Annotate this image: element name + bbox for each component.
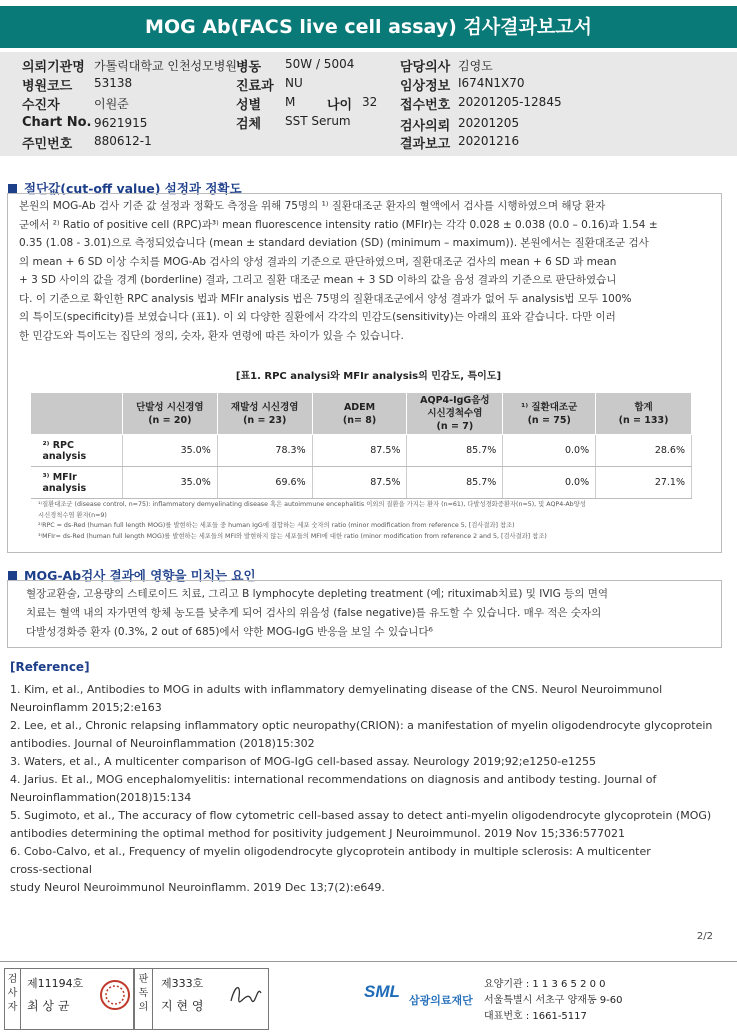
footnote: ¹⁾질환대조군 (disease control, n=75): inflammatory demyelinating disease 혹은 autoimmune encephalitis 이외의 질환을 가지는 환자 (n=61), 다발성경화증환자(n=5), 및 AQP4-Ab양성 xyxy=(38,501,586,508)
table-header: AQP4-IgG음성 시신경척수염 (n = 7) xyxy=(407,393,503,435)
doctor-value: 김영도 xyxy=(458,59,493,73)
hospital-code-value: 53138 xyxy=(94,76,133,90)
text-line: 의 특이도(specificity)를 보였습니다 (표1). 이 외 다양한 질환에서 각각의 민감도(sensitivity)는 아래의 표와 같습니다. 다만 이러 xyxy=(19,311,616,323)
table-cell: 0.0% xyxy=(503,467,596,499)
reference-line: 6. Cobo-Calvo, et al., Frequency of myelin oligodendrocyte glycoprotein antibody in multiple sclerosis: A multicenter xyxy=(10,845,651,858)
text-line: 본원의 MOG-Ab 검사 기준 값 설정과 정확도 측정을 위해 75명의 ¹⁾ 질환대조군 환자의 혈액에서 검사를 시행하였으며 해당 환자 xyxy=(19,200,606,212)
table-footnotes xyxy=(38,500,586,542)
hospital-code-label: 병원코드 xyxy=(22,79,73,94)
receipt-label: 접수번호 xyxy=(400,98,451,113)
footnote: ³⁾MFIr= ds-Red (human full length MOG)를 발현하는 세포들의 MFI와 발현하지 않는 세포들의 MFI에 대한 ratio (minor modification from reference 2 and 5, [검사결과] 참조) xyxy=(38,532,547,540)
phone: 대표번호 : 1661-5117 xyxy=(484,1011,587,1022)
specimen-label: 검체 xyxy=(236,117,262,132)
request-value: 20201205 xyxy=(458,116,520,130)
table-header: 합계 (n = 133) xyxy=(596,393,692,435)
sex-value: M xyxy=(285,95,296,109)
reference-line: antibodies determining the optimal method for positivity judgement J Neuroimmunol. 2019 Nov 15;336:577021 xyxy=(10,827,626,840)
footnote: ²⁾RPC = ds-Red (human full length MOG)를 발현하는 세포들 중 human IgG에 결합하는 세포 숫자의 ratio (minor modification from reference 5, [검사결과] 참조) xyxy=(38,522,515,529)
table-title: [표1. RPC analysi와 MFIr analysis의 민감도, 특이도] xyxy=(235,371,502,382)
reference-heading: [Reference] xyxy=(10,660,90,674)
text-line: 다발성경화증 환자 (0.3%, 2 out of 685)에서 약한 MOG-IgG 반응을 보일 수 있습니다⁶ xyxy=(26,626,433,638)
reference-line: cross-sectional xyxy=(10,863,92,876)
org-name: 삼광의료재단 xyxy=(409,994,473,1007)
table-header: ¹⁾ 질환대조군 (n = 75) xyxy=(503,393,596,435)
address: 서울특별시 서초구 양재동 9-60 xyxy=(484,995,623,1006)
text-line: 군에서 ²⁾ Ratio of positive cell (RPC)과³⁾ mean fluorescence intensity ratio (MFIr)는 각각 0.028 ± 0.038 (0.0 – 0.16)과 1.54 ± xyxy=(19,218,658,231)
section-bullet-icon xyxy=(8,571,17,580)
section2-heading: MOG-Ab검사 결과에 영향을 미치는 요인 xyxy=(8,566,256,584)
text-line: 치료는 혈액 내의 자가면역 항체 농도를 낮추게 되어 검사의 위음성 (false negative)를 유도할 수 있습니다. 매우 적은 숫자의 xyxy=(26,607,602,619)
table-cell: 85.7% xyxy=(407,435,503,467)
id-value: 880612-1 xyxy=(94,134,152,148)
patient-info-panel xyxy=(0,52,737,156)
report-date-value: 20201216 xyxy=(458,134,520,148)
examinee-value: 이원준 xyxy=(94,97,129,111)
clinical-value: I674N1X70 xyxy=(458,76,525,90)
request-label: 검사의뢰 xyxy=(400,119,451,134)
table-cell: 69.6% xyxy=(217,467,312,499)
institution-value: 가톨릭대학교 인천성모병원 xyxy=(94,59,237,73)
table-cell: 35.0% xyxy=(122,435,217,467)
signature-icon xyxy=(227,979,263,1009)
page-number: 2/2 xyxy=(696,931,713,942)
examiner-name: 최 상 균 xyxy=(27,999,70,1013)
reference-line: study Neurol Neuroimmunol Neuroinflamm. 2019 Dec 13;7(2):e649. xyxy=(10,881,385,894)
reference-line: 2. Lee, et al., Chronic relapsing inflammatory optic neuropathy(CRION): a manifestation of myelin oligodendrocyte glycoprotein xyxy=(10,719,713,732)
table-corner-cell xyxy=(31,393,123,435)
row-label: ²⁾ RPC analysis xyxy=(31,435,123,467)
chart-label: Chart No. xyxy=(22,115,92,130)
institution-label: 의뢰기관명 xyxy=(22,60,85,75)
text-line: 한 민감도와 특이도는 집단의 정의, 숫자, 환자 연령에 따른 차이가 있을 수 있습니다. xyxy=(19,329,404,342)
table-cell: 35.0% xyxy=(122,467,217,499)
ward-value: 50W / 5004 xyxy=(285,57,355,71)
report-footer xyxy=(0,961,737,1032)
table-cell: 87.5% xyxy=(312,467,407,499)
report-date-label: 결과보고 xyxy=(400,137,451,152)
text-line: 다. 이 기준으로 확인한 RPC analysis 법과 MFIr analysis 법은 75명의 질환대조군에서 양성 결과가 없어 두 analysis법 모두 100% xyxy=(19,292,632,305)
reader-signature-box xyxy=(134,968,269,1030)
table-cell: 27.1% xyxy=(596,467,692,499)
section2-text xyxy=(26,585,608,642)
clinical-label: 임상정보 xyxy=(400,79,451,94)
table-cell: 85.7% xyxy=(407,467,503,499)
text-line: 0.35 (1.08 - 3.01)으로 측정되었습니다 (mean ± standard deviation (SD) (minimum – maximum)). 본원에서는 질환대조군 검사 xyxy=(19,237,649,249)
report-title: MOG Ab(FACS live cell assay) 검사결과보고서 xyxy=(0,6,737,48)
seal-icon xyxy=(99,979,131,1011)
text-line: 혈장교환술, 고용량의 스테로이드 치료, 그리고 B lymphocyte depleting treatment (예; rituximab치료) 및 IVIG 등의 면역 xyxy=(26,588,609,600)
footnote: 시신경척수염 환자(n=9) xyxy=(38,511,107,519)
age-value: 32 xyxy=(362,95,378,109)
table-row xyxy=(31,467,692,499)
dept-label: 진료과 xyxy=(236,79,274,94)
section1-heading: 절단값(cut-off value) 설정과 정확도 xyxy=(8,179,242,197)
agency-code: 요양기관 : 1 1 3 6 5 2 0 0 xyxy=(484,979,606,990)
table-header: 단발성 시신경염 (n = 20) xyxy=(122,393,217,435)
receipt-value: 20201205-12845 xyxy=(458,95,562,109)
row-label: ³⁾ MFIr analysis xyxy=(31,467,123,499)
table-cell: 0.0% xyxy=(503,435,596,467)
table-row xyxy=(31,435,692,467)
table-cell: 78.3% xyxy=(217,435,312,467)
doctor-label: 담당의사 xyxy=(400,60,451,75)
sml-logo: SML xyxy=(364,982,400,1001)
table-cell: 28.6% xyxy=(596,435,692,467)
id-label: 주민번호 xyxy=(22,137,73,152)
dept-value: NU xyxy=(285,76,303,90)
reader-label: 판독의 xyxy=(135,969,153,1029)
reference-line: 4. Jarius. Et al., MOG encephalomyelitis: international recommendations on diagnosis and antibody testing. Journal of xyxy=(10,773,657,786)
sensitivity-table xyxy=(30,392,692,499)
section-bullet-icon xyxy=(8,184,17,193)
examiner-label: 검사자 xyxy=(5,969,21,1029)
ward-label: 병동 xyxy=(236,60,262,75)
section1-text xyxy=(19,197,658,345)
reference-line: Neuroinflammation(2018)15:134 xyxy=(10,791,192,804)
table-cell: 87.5% xyxy=(312,435,407,467)
reference-line: Neuroinflamm 2015;2:e163 xyxy=(10,701,162,714)
table-header-row xyxy=(31,393,692,435)
reader-license: 제333호 xyxy=(161,977,204,990)
age-label: 나이 xyxy=(327,98,353,113)
text-line: + 3 SD 사이의 값을 경계 (borderline) 결과, 그리고 질환 대조군 mean + 3 SD 이하의 값을 음성 결과의 기준으로 판단하였습니 xyxy=(19,274,617,286)
specimen-value: SST Serum xyxy=(285,114,351,128)
examiner-license: 제11194호 xyxy=(27,977,84,990)
table-header: ADEM (n= 8) xyxy=(312,393,407,435)
table-header: 재발성 시신경염 (n = 23) xyxy=(217,393,312,435)
examinee-label: 수진자 xyxy=(22,98,60,113)
sex-label: 성별 xyxy=(236,98,262,113)
reference-line: antibodies. Journal of Neuroinflammation (2018)15:302 xyxy=(10,737,315,750)
reference-list xyxy=(10,681,712,897)
text-line: 의 mean + 6 SD 이상 수치를 MOG-Ab 검사의 양성 결과의 기준으로 판단하였으며, 질환대조군 검사의 mean + 6 SD 과 mean xyxy=(19,255,617,268)
reader-name: 지 현 영 xyxy=(161,999,204,1013)
reference-line: 5. Sugimoto, et al., The accuracy of flow cytometric cell-based assay to detect anti-myelin oligodendrocyte glycoprotein (MOG) xyxy=(10,809,712,822)
reference-line: 1. Kim, et al., Antibodies to MOG in adults with inflammatory demyelinating disease of the CNS. Neurol Neuroimmunol xyxy=(10,683,663,696)
examiner-signature-box xyxy=(4,968,134,1030)
reference-line: 3. Waters, et al., A multicenter comparison of MOG-IgG cell-based assay. Neurology 2019;92;e1250-e1255 xyxy=(10,755,596,768)
chart-value: 9621915 xyxy=(94,116,148,130)
